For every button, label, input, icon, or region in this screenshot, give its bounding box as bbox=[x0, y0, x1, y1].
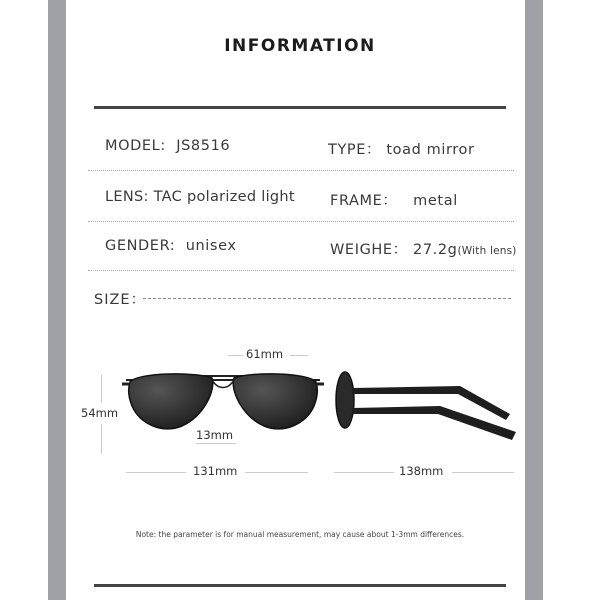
left-gray-bar bbox=[48, 0, 66, 600]
size-label: SIZE： bbox=[94, 292, 147, 308]
bridge-label: 13mm bbox=[196, 428, 234, 442]
page-title: INFORMATION bbox=[224, 36, 376, 56]
spec-row-1 bbox=[88, 138, 518, 178]
size-dashed-line bbox=[143, 298, 511, 299]
dim-line bbox=[196, 443, 236, 444]
weight-spec: WEIGHE： 27.2g(With lens) bbox=[330, 242, 517, 258]
frame-width-label: 131mm bbox=[193, 464, 238, 478]
lens-width-label: 61mm bbox=[246, 347, 284, 361]
dim-line bbox=[452, 472, 514, 473]
dotted-divider bbox=[88, 170, 514, 171]
temple-length-label: 138mm bbox=[399, 464, 444, 478]
gender-spec: GENDER: unisex bbox=[105, 238, 237, 254]
dim-line bbox=[245, 472, 308, 473]
dim-line bbox=[101, 424, 102, 454]
lens-spec: LENS: TAC polarized light bbox=[105, 189, 295, 205]
dim-line bbox=[228, 355, 243, 356]
spec-row-3 bbox=[88, 238, 518, 278]
right-gray-bar bbox=[525, 0, 543, 600]
type-spec: TYPE： toad mirror bbox=[328, 142, 475, 158]
dim-line bbox=[126, 472, 186, 473]
bottom-divider bbox=[94, 584, 506, 587]
dim-line bbox=[334, 472, 394, 473]
dim-line bbox=[290, 355, 308, 356]
sunglasses-side-image bbox=[330, 370, 520, 450]
measurement-note: Note: the parameter is for manual measurement, may cause about 1-3mm differences. bbox=[135, 530, 465, 539]
frame-spec: FRAME： metal bbox=[330, 193, 458, 209]
dotted-divider bbox=[88, 221, 514, 222]
top-divider bbox=[94, 106, 506, 109]
spec-row-2 bbox=[88, 189, 518, 229]
model-spec: MODEL: JS8516 bbox=[105, 138, 231, 154]
dim-line bbox=[101, 375, 102, 403]
lens-height-label: 54mm bbox=[81, 406, 119, 420]
dotted-divider bbox=[88, 270, 514, 271]
